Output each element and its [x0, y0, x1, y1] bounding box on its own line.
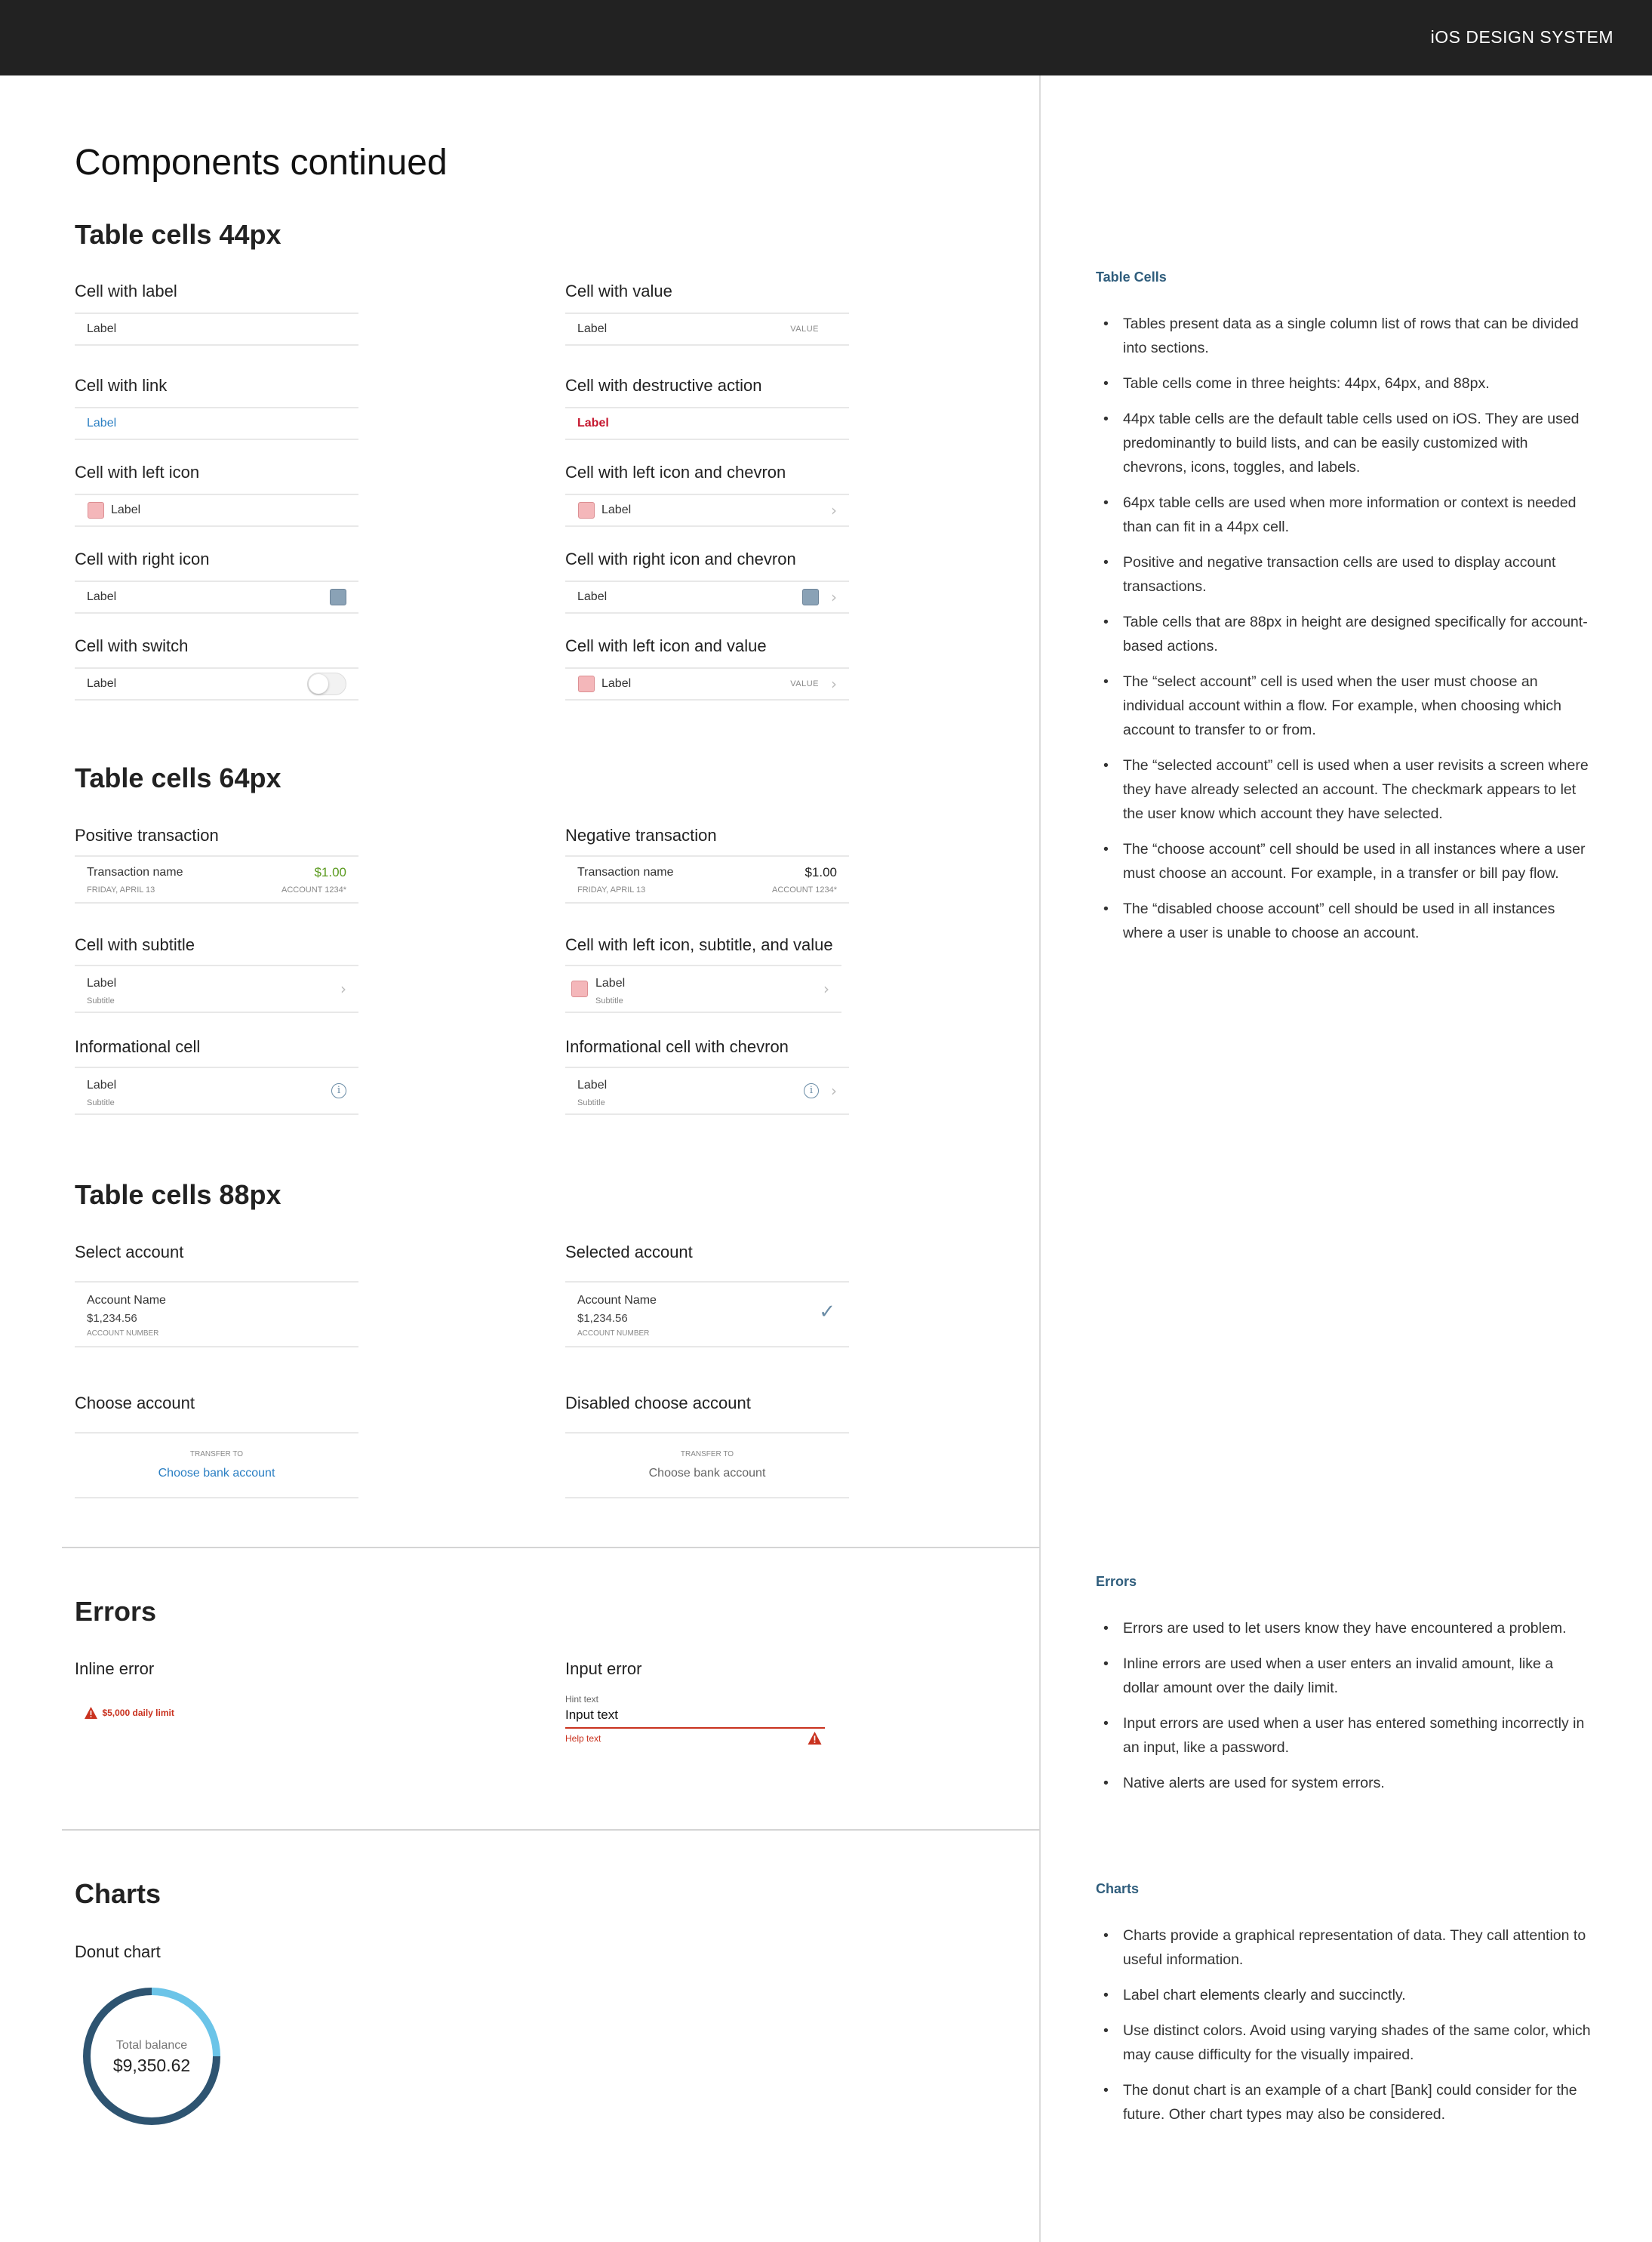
note-item: • The “choose account” cell should be used in all instances where a user must choose an account. For example, in a transfer or bill pay flow. [1096, 837, 1591, 885]
note-item: • Inline errors are used when a user enters an invalid amount, like a dollar amount over the daily limit. [1096, 1652, 1591, 1700]
choose-caption: TRANSFER TO [189, 1450, 244, 1458]
cell-title: Cell with left icon [75, 463, 200, 482]
select-account-cell[interactable] [75, 1281, 358, 1347]
transaction-account: ACCOUNT 1234* [772, 885, 837, 895]
choose-bank-account-link[interactable]: Choose bank account [158, 1467, 275, 1480]
warning-icon [808, 1732, 822, 1745]
note-item: • The “disabled choose account” cell should be used in all instances where a user is unable to choose an account. [1096, 897, 1591, 945]
cell-title: Choose account [75, 1394, 195, 1412]
selected-account-cell[interactable] [565, 1281, 849, 1347]
donut-center-value: $9,350.62 [112, 2056, 191, 2075]
note-item: • The “selected account” cell is used when a user revisits a screen where they have already selected an account. The checkmark appears to let the user know which account they have selected. [1096, 753, 1591, 826]
negative-transaction-cell[interactable] [565, 855, 849, 904]
section-title-table44: Table cells 44px [75, 219, 281, 250]
cell-title: Informational cell with chevron [565, 1037, 789, 1056]
note-item: • Native alerts are used for system errors. [1096, 1771, 1591, 1795]
note-item: • The “select account” cell is used when the user must choose an individual account within a flow. For example, when choosing which account to transfer to or from. [1096, 670, 1591, 742]
account-number: ACCOUNT NUMBER [87, 1329, 159, 1338]
cell-subtitle: Subtitle [87, 996, 115, 1006]
header-title: iOS DESIGN SYSTEM [1430, 27, 1614, 47]
cell-title: Cell with left icon and chevron [565, 463, 786, 482]
cell-with-value[interactable] [565, 313, 849, 346]
notes-heading-charts: Charts [1096, 1881, 1140, 1896]
cell-title: Selected account [565, 1243, 693, 1261]
input-underline [565, 1727, 825, 1729]
error-title: Inline error [75, 1659, 155, 1678]
transaction-amount: $1.00 [314, 865, 346, 879]
cell-label: Label [87, 1079, 117, 1092]
transaction-date: FRIDAY, APRIL 13 [577, 885, 646, 895]
cell-label: Label [87, 977, 117, 990]
note-item: • Errors are used to let users know they have encountered a problem. [1096, 1616, 1591, 1640]
page-title: Components continued [75, 143, 448, 183]
top-bar [0, 0, 1652, 75]
transaction-account: ACCOUNT 1234* [281, 885, 346, 895]
section-title-charts: Charts [75, 1878, 162, 1909]
info-icon[interactable]: i [331, 1083, 346, 1098]
account-name: Account Name [87, 1294, 166, 1307]
input-hint-text: Hint text [565, 1694, 599, 1705]
column-divider [1039, 75, 1041, 2242]
warning-icon [85, 1707, 97, 1719]
note-item: • Use distinct colors. Avoid using varying shades of the same color, which may cause difficulty for the visually impaired. [1096, 2019, 1591, 2067]
cell-label: Label [87, 590, 117, 603]
note-item: • 44px table cells are the default table cells used on iOS. They are used predominantly to build lists, and can be easily customized with chevrons, icons, toggles, and labels. [1096, 407, 1591, 479]
cell-with-left-icon-subtitle-and-value[interactable] [565, 965, 841, 1013]
chevron-right-icon: › [831, 588, 837, 606]
account-number: ACCOUNT NUMBER [577, 1329, 650, 1338]
note-item: • Table cells that are 88px in height are designed specifically for account-based actions. [1096, 610, 1591, 658]
cell-subtitle: Subtitle [87, 1098, 115, 1107]
placeholder-icon [571, 981, 588, 997]
cell-label: Label [577, 322, 608, 335]
donut-center-label: Total balance [115, 2039, 188, 2052]
note-item: • Label chart elements clearly and succinctly. [1096, 1983, 1591, 2007]
cell-with-right-icon[interactable] [75, 581, 358, 614]
input-error-field[interactable] [565, 1694, 825, 1747]
notes-list-errors [1096, 1616, 1591, 1806]
checkmark-icon: ✓ [819, 1301, 835, 1323]
cell-title: Cell with subtitle [75, 935, 195, 954]
choose-account-cell[interactable] [75, 1432, 358, 1498]
cell-value: VALUE [790, 325, 819, 334]
cell-label: Label [577, 1079, 608, 1092]
cell-with-left-icon-and-chevron[interactable] [565, 494, 849, 527]
cell-title: Cell with right icon [75, 550, 210, 568]
cell-with-subtitle[interactable] [75, 965, 358, 1013]
cell-title: Cell with left icon and value [565, 636, 767, 655]
cell-title: Cell with label [75, 282, 177, 300]
donut-chart [81, 1985, 223, 2127]
section-title-table64: Table cells 64px [75, 762, 281, 793]
error-title: Input error [565, 1659, 642, 1678]
transaction-name: Transaction name [87, 866, 183, 879]
section-title-errors: Errors [75, 1596, 157, 1627]
cell-with-link[interactable] [75, 407, 358, 440]
cell-with-label[interactable] [75, 313, 358, 346]
chevron-right-icon: › [340, 980, 346, 998]
account-amount: $1,234.56 [577, 1312, 628, 1325]
input-text[interactable]: Input text [565, 1708, 618, 1722]
account-amount: $1,234.56 [87, 1312, 137, 1325]
cell-subtitle: Subtitle [577, 1098, 605, 1107]
placeholder-icon [578, 676, 595, 692]
note-item: • Positive and negative transaction cells are used to display account transactions. [1096, 550, 1591, 599]
chevron-right-icon: › [823, 980, 829, 998]
cell-title: Cell with left icon, subtitle, and value [565, 935, 833, 954]
disabled-choose-account-cell [565, 1432, 849, 1498]
choose-bank-account-disabled: Choose bank account [648, 1467, 766, 1480]
cell-label: Label [111, 504, 141, 516]
notes-list-charts [1096, 1923, 1591, 2138]
section-divider [62, 1547, 1040, 1548]
cell-title: Cell with link [75, 376, 168, 395]
cell-label: Label [601, 504, 632, 516]
note-item: • 64px table cells are used when more information or context is needed than can fit in a 44px cell. [1096, 491, 1591, 539]
section-title-table88: Table cells 88px [75, 1179, 281, 1210]
cell-label: Label [87, 677, 117, 690]
notes-heading-table-cells: Table Cells [1096, 269, 1167, 285]
choose-caption: TRANSFER TO [680, 1450, 734, 1458]
transaction-amount: $1.00 [804, 865, 837, 879]
transaction-name: Transaction name [577, 866, 674, 879]
chevron-right-icon: › [831, 675, 837, 693]
placeholder-icon [802, 589, 819, 605]
positive-transaction-cell[interactable] [75, 855, 358, 904]
cell-with-left-icon-and-value[interactable] [565, 667, 849, 701]
cell-with-left-icon[interactable] [75, 494, 358, 527]
cell-title: Cell with destructive action [565, 376, 762, 395]
cell-label: Label [595, 977, 626, 990]
note-item: • The donut chart is an example of a chart [Bank] could consider for the future. Other chart types may also be considered. [1096, 2078, 1591, 2127]
info-icon[interactable]: i [804, 1083, 819, 1098]
placeholder-icon [330, 589, 346, 605]
placeholder-icon [578, 502, 595, 519]
account-name: Account Name [577, 1294, 657, 1307]
cell-subtitle: Subtitle [595, 996, 623, 1006]
cell-destructive-label: Label [577, 417, 609, 430]
inline-error-message: $5,000 daily limit [102, 1707, 174, 1718]
cell-link-label: Label [87, 417, 117, 430]
section-divider [62, 1829, 1040, 1831]
note-item: • Table cells come in three heights: 44px, 64px, and 88px. [1096, 371, 1591, 396]
note-item: • Tables present data as a single column list of rows that can be divided into sections. [1096, 312, 1591, 360]
cell-with-right-icon-and-chevron[interactable] [565, 581, 849, 614]
cell-with-destructive-action[interactable] [565, 407, 849, 440]
cell-label: Label [601, 677, 632, 690]
notes-list-table-cells [1096, 312, 1591, 956]
cell-title: Cell with right icon and chevron [565, 550, 796, 568]
cell-label: Label [577, 590, 608, 603]
cell-label: Label [87, 322, 117, 335]
chevron-right-icon: › [831, 501, 837, 519]
cell-title: Disabled choose account [565, 1394, 751, 1412]
cell-title: Informational cell [75, 1037, 201, 1056]
note-item: • Input errors are used when a user has entered something incorrectly in an input, like a password. [1096, 1711, 1591, 1760]
transaction-date: FRIDAY, APRIL 13 [87, 885, 155, 895]
chart-title: Donut chart [75, 1942, 161, 1961]
inline-error [85, 1706, 174, 1720]
cell-title: Select account [75, 1243, 184, 1261]
informational-cell[interactable] [75, 1067, 358, 1115]
cell-title: Positive transaction [75, 826, 219, 845]
toggle-switch[interactable] [307, 673, 346, 695]
cell-with-switch[interactable] [75, 667, 358, 701]
cell-title: Negative transaction [565, 826, 717, 845]
placeholder-icon [88, 502, 104, 519]
cell-title: Cell with value [565, 282, 672, 300]
chevron-right-icon: › [831, 1082, 837, 1100]
informational-cell-with-chevron[interactable] [565, 1067, 849, 1115]
cell-title: Cell with switch [75, 636, 189, 655]
cell-value: VALUE [790, 679, 819, 688]
notes-heading-errors: Errors [1096, 1574, 1137, 1589]
note-item: • Charts provide a graphical representation of data. They call attention to useful information. [1096, 1923, 1591, 1972]
input-help-text: Help text [565, 1733, 601, 1744]
